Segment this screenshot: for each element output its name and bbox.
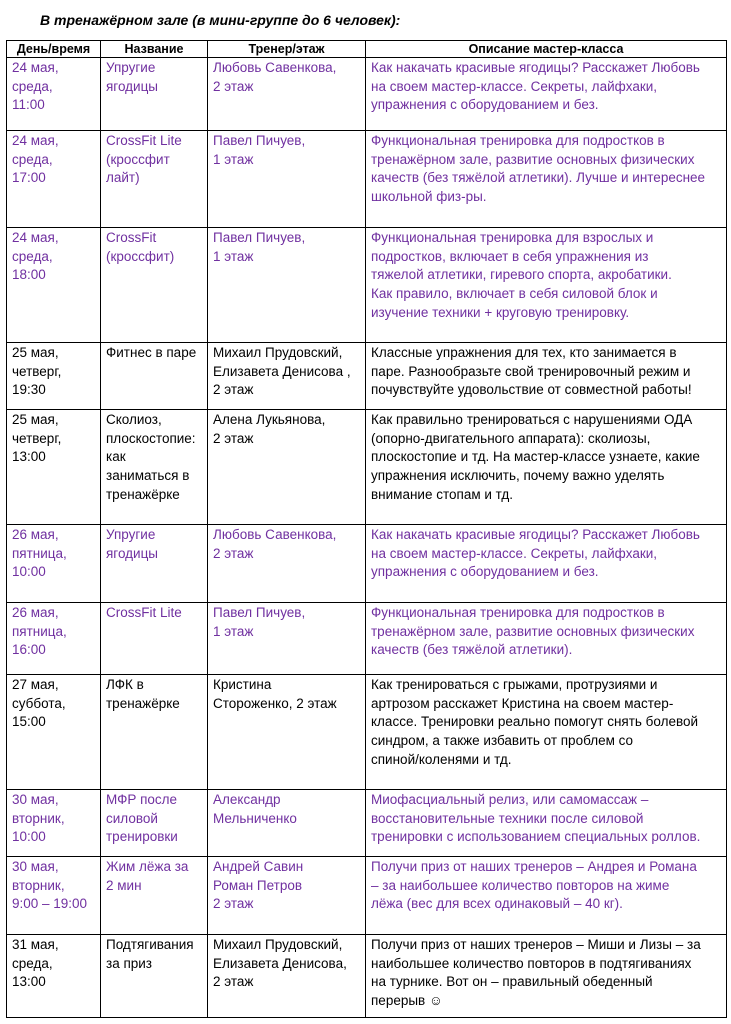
table-row: [7, 410, 727, 525]
date-cell-line: 30 мая,: [12, 859, 59, 874]
name-cell: [101, 131, 208, 228]
name-cell-line: CrossFit Lite: [106, 605, 182, 620]
name-cell: [101, 790, 208, 857]
name-cell-line: CrossFit Lite: [106, 133, 182, 148]
description-cell-line: классе. Тренировки реально помогут снять болевой: [371, 714, 699, 730]
trainer-cell-line: Мельниченко: [213, 810, 297, 826]
name-cell-line: заниматься в: [106, 468, 190, 484]
description-cell-line: паре. Разнообразьте свой тренировочный режим и: [371, 363, 691, 379]
description-cell-line: школьной физ-ры.: [371, 189, 487, 205]
description-cell-line: Как правильно тренироваться с нарушениями ОДА: [371, 412, 693, 427]
description-cell-line: на своем мастер-классе. Секреты, лайфхаки,: [371, 78, 658, 94]
table-row: [7, 343, 727, 410]
description-cell: [366, 343, 727, 410]
description-cell-line: Как накачать красивые ягодицы? Расскажет Любовь: [371, 527, 700, 542]
date-cell: [7, 58, 101, 131]
trainer-cell-line: Павел Пичуев,: [213, 133, 306, 148]
date-cell: [7, 935, 101, 1018]
description-cell-line: восстановительные техники после силовой: [371, 810, 644, 826]
name-cell-line: Подтягивания: [106, 937, 194, 952]
name-cell-line: МФР после: [106, 792, 178, 807]
trainer-cell: [208, 935, 366, 1018]
date-cell-line: 24 мая,: [12, 133, 59, 148]
name-cell-line: Упругие: [106, 527, 156, 542]
trainer-cell-line: 2 этаж: [213, 545, 254, 561]
date-cell-line: четверг,: [12, 430, 62, 446]
description-cell-line: перерыв ☺: [371, 993, 443, 1009]
name-cell-line: (кроссфит): [106, 248, 175, 264]
name-cell: [101, 228, 208, 343]
description-cell-line: Функциональная тренировка для подростков в: [371, 605, 665, 620]
column-header-description: Описание мастер-класса: [366, 41, 727, 58]
description-cell-line: плоскостопие и тд. На мастер-классе узнаете, какие: [371, 449, 700, 465]
trainer-cell: [208, 343, 366, 410]
name-cell-line: Упругие: [106, 60, 156, 75]
name-cell-line: Сколиоз,: [106, 412, 162, 427]
description-cell-line: на турнике. Вот он – правильный обеденный: [371, 974, 653, 990]
description-cell-line: качеств (без тяжёлой атлетики). Лучше и интереснее: [371, 170, 706, 186]
date-cell-line: 9:00 – 19:00: [12, 896, 88, 912]
trainer-cell: [208, 131, 366, 228]
trainer-cell-line: Кристина: [213, 677, 272, 692]
trainer-cell-line: 1 этаж: [213, 151, 254, 167]
description-cell-line: тяжелой атлетики, гиревого спорта, акробатики.: [371, 267, 672, 283]
name-cell-line: лайт): [106, 170, 140, 186]
name-cell-line: CrossFit: [106, 230, 157, 245]
date-cell: [7, 228, 101, 343]
description-cell-line: изучение техники + круговую тренировку.: [371, 304, 630, 320]
description-cell-line: синдром, а также избавить от проблем со: [371, 733, 634, 749]
trainer-cell-line: 1 этаж: [213, 623, 254, 639]
trainer-cell-line: Андрей Савин: [213, 859, 304, 874]
trainer-cell-line: Стороженко, 2 этаж: [213, 695, 337, 711]
name-cell: [101, 603, 208, 675]
date-cell-line: 26 мая,: [12, 605, 59, 620]
date-cell-line: 18:00: [12, 267, 46, 283]
table-row: [7, 228, 727, 343]
name-cell-line: тренажёрке: [106, 695, 180, 711]
date-cell-line: пятница,: [12, 545, 67, 561]
name-cell: [101, 935, 208, 1018]
description-cell-line: Функциональная тренировка для взрослых и: [371, 230, 654, 245]
date-cell-line: пятница,: [12, 623, 67, 639]
schedule-table: [6, 40, 727, 1018]
date-cell-line: 24 мая,: [12, 230, 59, 245]
trainer-cell: [208, 790, 366, 857]
trainer-cell-line: 2 этаж: [213, 382, 254, 398]
description-cell-line: лёжа (вес для всех одинаковый – 40 кг).: [371, 896, 623, 912]
trainer-cell-line: Михаил Прудовский,: [213, 937, 343, 952]
trainer-cell: [208, 857, 366, 935]
description-cell-line: Классные упражнения для тех, кто занимается в: [371, 345, 677, 360]
table-row: [7, 525, 727, 603]
date-cell-line: 11:00: [12, 97, 45, 113]
name-cell-line: ЛФК в: [106, 677, 144, 692]
trainer-cell: [208, 58, 366, 131]
description-cell-line: Как правило, включает в себя силовой блок и: [371, 286, 658, 302]
description-cell-line: (опорно-двигательного аппарата): сколиозы,: [371, 430, 651, 446]
description-cell-line: упражнения исключить, почему важно уделять: [371, 468, 665, 484]
description-cell: [366, 790, 727, 857]
description-cell-line: тренировки с использованием специальных роллов.: [371, 829, 701, 845]
trainer-cell-line: Елизавета Денисова,: [213, 955, 347, 971]
date-cell-line: среда,: [12, 955, 53, 971]
description-cell-line: упражнения с оборудованием и без.: [371, 97, 599, 113]
description-cell-line: внимание стопам и тд.: [371, 486, 514, 502]
description-cell-line: наибольшее количество повторов в подтягиваниях: [371, 955, 692, 971]
description-cell-line: упражнения с оборудованием и без.: [371, 564, 599, 580]
date-cell-line: 17:00: [12, 170, 46, 186]
date-cell-line: 31 мая,: [12, 937, 59, 952]
date-cell-line: 13:00: [12, 449, 46, 465]
header-row: [7, 41, 727, 58]
date-cell: [7, 410, 101, 525]
description-cell-line: на своем мастер-классе. Секреты, лайфхаки,: [371, 545, 658, 561]
description-cell-line: артрозом расскажет Кристина на своем мастер-: [371, 695, 674, 711]
trainer-cell: [208, 410, 366, 525]
date-cell-line: 10:00: [12, 829, 46, 845]
description-cell-line: подростков, включает в себя упражнения из: [371, 248, 649, 264]
trainer-cell-line: 2 этаж: [213, 896, 254, 912]
table-row: [7, 857, 727, 935]
date-cell-line: 30 мая,: [12, 792, 59, 807]
date-cell: [7, 675, 101, 790]
date-cell-line: 24 мая,: [12, 60, 59, 75]
page-heading: В тренажёрном зале (в мини-группе до 6 человек):: [40, 12, 401, 28]
table-row: [7, 935, 727, 1018]
description-cell-line: почувствуйте удовольствие от совместной работы!: [371, 382, 692, 398]
date-cell-line: суббота,: [12, 695, 66, 711]
trainer-cell: [208, 603, 366, 675]
date-cell-line: 27 мая,: [12, 677, 59, 692]
trainer-cell: [208, 228, 366, 343]
date-cell: [7, 131, 101, 228]
name-cell: [101, 410, 208, 525]
description-cell-line: – за наибольшее количество повторов на жиме: [371, 877, 670, 893]
date-cell-line: среда,: [12, 78, 53, 94]
date-cell-line: 25 мая,: [12, 412, 59, 427]
date-cell: [7, 790, 101, 857]
description-cell-line: Получи приз от наших тренеров – Миши и Лизы – за: [371, 937, 701, 952]
table-row: [7, 131, 727, 228]
table-row: [7, 675, 727, 790]
date-cell-line: 25 мая,: [12, 345, 59, 360]
date-cell-line: 19:30: [12, 382, 46, 398]
column-header-trainer: Тренер/этаж: [208, 41, 366, 58]
trainer-cell-line: 2 этаж: [213, 974, 254, 990]
trainer-cell-line: Любовь Савенкова,: [213, 60, 337, 75]
description-cell: [366, 58, 727, 131]
name-cell-line: за приз: [106, 955, 152, 971]
date-cell-line: вторник,: [12, 810, 65, 826]
description-cell-line: Функциональная тренировка для подростков в: [371, 133, 665, 148]
trainer-cell-line: Александр: [213, 792, 281, 807]
trainer-cell-line: Алена Лукьянова,: [213, 412, 326, 427]
description-cell: [366, 603, 727, 675]
trainer-cell-line: Михаил Прудовский,: [213, 345, 343, 360]
date-cell: [7, 603, 101, 675]
trainer-cell-line: 1 этаж: [213, 248, 254, 264]
column-header-name: Название: [101, 41, 208, 58]
description-cell: [366, 675, 727, 790]
date-cell-line: среда,: [12, 248, 53, 264]
name-cell-line: плоскостопие:: [106, 430, 196, 446]
date-cell: [7, 525, 101, 603]
description-cell: [366, 228, 727, 343]
date-cell-line: 26 мая,: [12, 527, 59, 542]
date-cell-line: четверг,: [12, 363, 62, 379]
description-cell: [366, 410, 727, 525]
trainer-cell: [208, 675, 366, 790]
name-cell-line: Жим лёжа за: [106, 859, 189, 874]
name-cell: [101, 343, 208, 410]
date-cell-line: среда,: [12, 151, 53, 167]
column-header-date: День/время: [7, 41, 101, 58]
table-row: [7, 603, 727, 675]
description-cell-line: Миофасциальный релиз, или самомассаж –: [371, 792, 649, 807]
description-cell: [366, 525, 727, 603]
trainer-cell-line: Елизавета Денисова ,: [213, 363, 351, 379]
date-cell-line: 16:00: [12, 642, 46, 658]
name-cell-line: ягодицы: [106, 545, 159, 561]
name-cell-line: силовой: [106, 810, 158, 826]
name-cell-line: Фитнес в паре: [106, 345, 197, 360]
date-cell-line: 10:00: [12, 564, 46, 580]
table-row: [7, 58, 727, 131]
description-cell-line: Как тренироваться с грыжами, протрузиями и: [371, 677, 658, 692]
trainer-cell-line: Любовь Савенкова,: [213, 527, 337, 542]
trainer-cell-line: Павел Пичуев,: [213, 605, 306, 620]
description-cell: [366, 857, 727, 935]
description-cell-line: тренажёрном зале, развитие основных физических: [371, 151, 695, 167]
trainer-cell: [208, 525, 366, 603]
date-cell-line: 13:00: [12, 974, 46, 990]
name-cell: [101, 525, 208, 603]
date-cell: [7, 857, 101, 935]
name-cell-line: ягодицы: [106, 78, 159, 94]
description-cell-line: тренажёрном зале, развитие основных физических: [371, 623, 695, 639]
description-cell: [366, 131, 727, 228]
date-cell: [7, 343, 101, 410]
name-cell-line: тренировки: [106, 829, 178, 845]
name-cell: [101, 857, 208, 935]
description-cell-line: Как накачать красивые ягодицы? Расскажет Любовь: [371, 60, 700, 75]
trainer-cell-line: 2 этаж: [213, 430, 254, 446]
name-cell-line: тренажёрке: [106, 486, 180, 502]
name-cell-line: (кроссфит: [106, 151, 170, 167]
description-cell-line: качеств (без тяжёлой атлетики).: [371, 642, 573, 658]
trainer-cell-line: Роман Петров: [213, 877, 303, 893]
table-row: [7, 790, 727, 857]
trainer-cell-line: Павел Пичуев,: [213, 230, 306, 245]
description-cell-line: Получи приз от наших тренеров – Андрея и Романа: [371, 859, 697, 874]
date-cell-line: 15:00: [12, 714, 46, 730]
description-cell: [366, 935, 727, 1018]
description-cell-line: спиной/коленями и тд.: [371, 751, 512, 767]
name-cell-line: 2 мин: [106, 877, 142, 893]
date-cell-line: вторник,: [12, 877, 65, 893]
name-cell: [101, 58, 208, 131]
name-cell: [101, 675, 208, 790]
trainer-cell-line: 2 этаж: [213, 78, 254, 94]
name-cell-line: как: [106, 449, 126, 465]
